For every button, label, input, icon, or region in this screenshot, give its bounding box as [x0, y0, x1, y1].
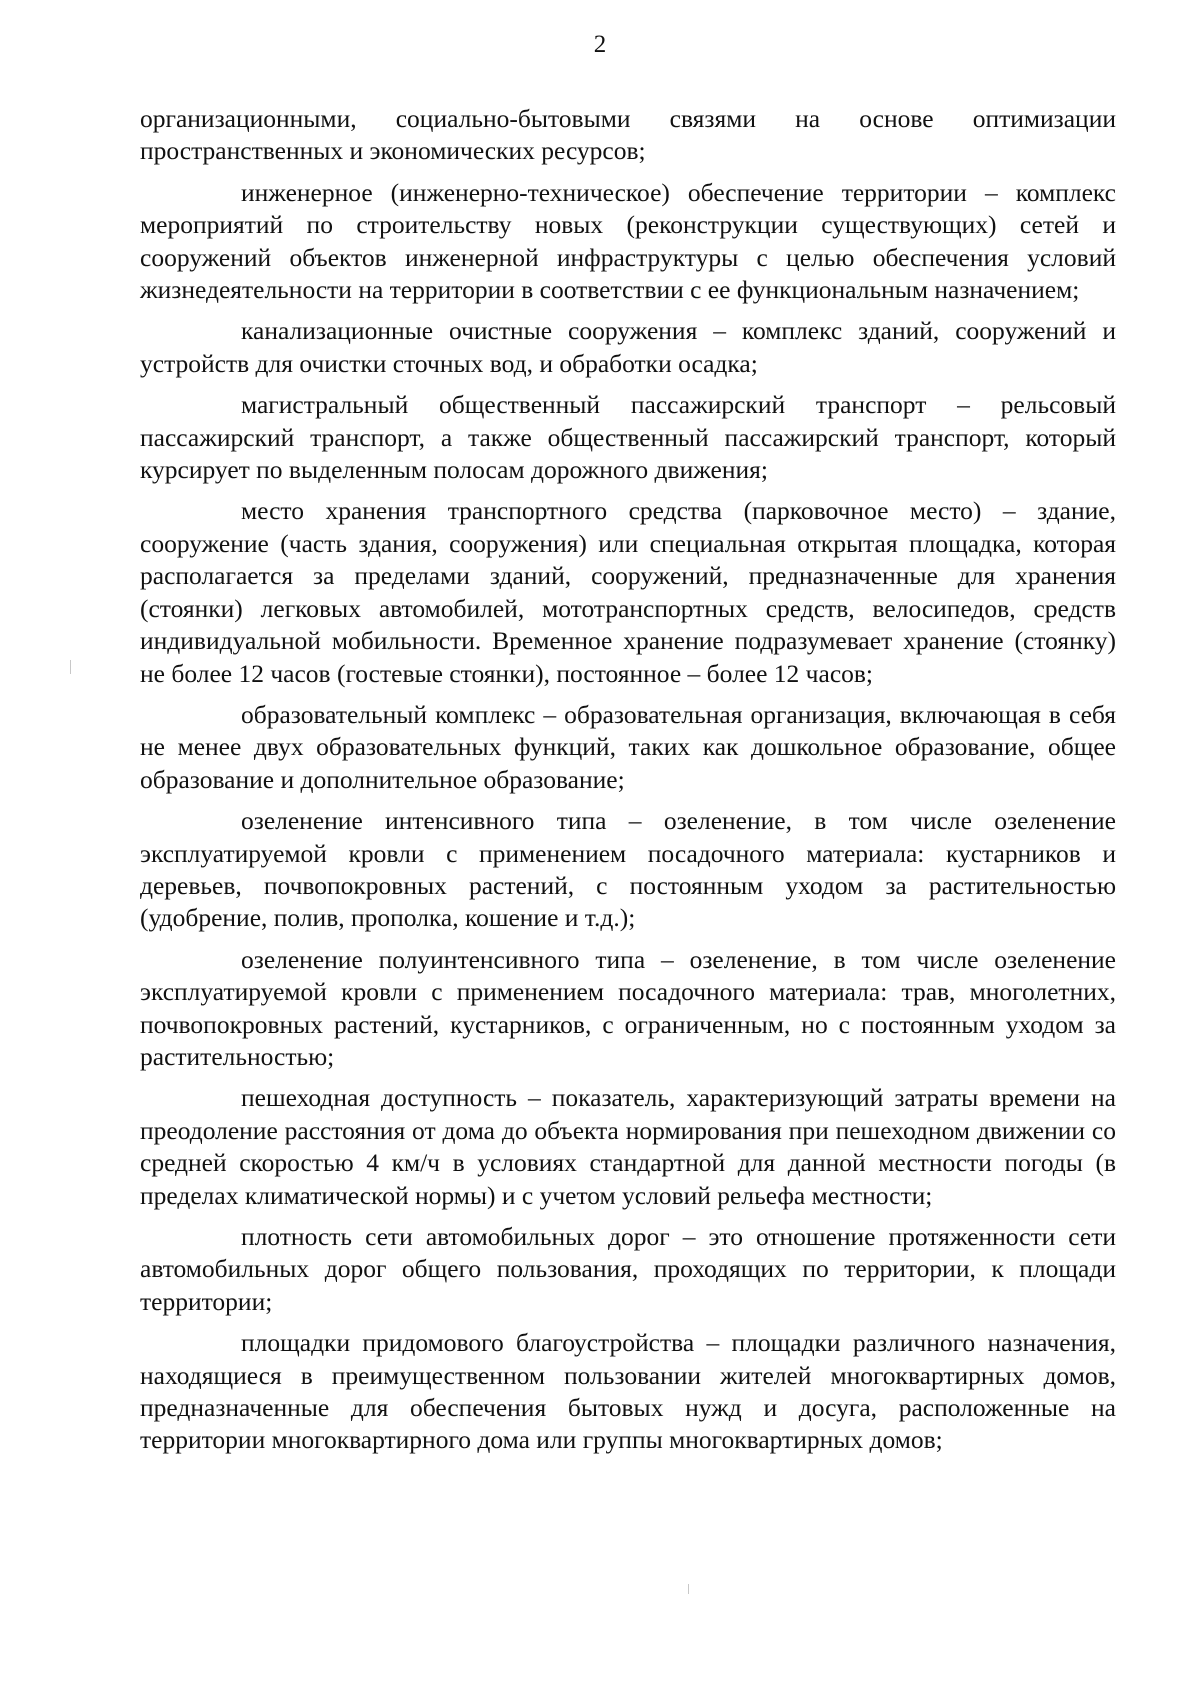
- definition-educational-complex: образовательный комплекс – образовательная организация, включающая в себя не менее двух образовательных функций, таких как дошкольное образование, общее образование и дополнительное образование;: [140, 699, 1116, 794]
- definition-semi-intensive-greening: озеленение полуинтенсивного типа – озеленение, в том числе озеленение эксплуатируемой кровли с применением посадочного материала: трав, многолетних, почвопокровных растений, кустарников, с ограниченным, но с постоянным уходом за растительностью;: [140, 944, 1116, 1071]
- scan-artifact: [688, 1584, 689, 1594]
- definition-engineering-support: инженерное (инженерно-техническое) обеспечение территории – комплекс мероприятий по строительству новых (реконструкции существующих) сетей и сооружений объектов инженерной инфраструктуры с целью обеспечения условий жизнедеятельности на территории в соответствии с ее функциональным назначением;: [140, 177, 1116, 305]
- definition-road-network-density: плотность сети автомобильных дорог – это отношение протяженности сети автомобильных дорог общего пользования, проходящих по территории, к площади территории;: [140, 1222, 1116, 1316]
- scan-artifact: [70, 660, 71, 674]
- definition-vehicle-storage: место хранения транспортного средства (парковочное место) – здание, сооружение (часть здания, сооружения) или специальная открытая площадка, которая располагается за пределами зданий, сооружений, предназначенные для хранения (стоянки) легковых автомобилей, мототранспортных средств, велосипедов, средств индивидуальной мобильности. Временное хранение подразумевает хранение (стоянку) не более 12 часов (гостевые стоянки), постоянное – более 12 часов;: [140, 496, 1116, 688]
- page-number: 2: [593, 31, 607, 58]
- definition-sewage-treatment: канализационные очистные сооружения – комплекс зданий, сооружений и устройств для очистки сточных вод, и обработки осадка;: [140, 316, 1116, 378]
- paragraph-continuation: организационными, социально-бытовыми связями на основе оптимизации пространственных и экономических ресурсов;: [140, 104, 1116, 166]
- document-body: [140, 103, 1116, 1466]
- definition-yard-improvement-areas: площадки придомового благоустройства – площадки различного назначения, находящиеся в преимущественном пользовании жителей многоквартирных домов, предназначенные для обеспечения бытовых нужд и досуга, расположенные на территории многоквартирного дома или группы многоквартирных домов;: [140, 1328, 1116, 1455]
- definition-intensive-greening: озеленение интенсивного типа – озеленение, в том числе озеленение эксплуатируемой кровли с применением посадочного материала: кустарников и деревьев, почвопокровных растений, с постоянным уходом за растительностью (удобрение, полив, прополка, кошение и т.д.);: [140, 806, 1116, 933]
- definition-walking-accessibility: пешеходная доступность – показатель, характеризующий затраты времени на преодоление расстояния от дома до объекта нормирования при пешеходном движении со средней скоростью 4 км/ч в условиях стандартной для данной местности погоды (в пределах климатической нормы) и с учетом условий рельефа местности;: [140, 1083, 1116, 1210]
- definition-mainline-transport: магистральный общественный пассажирский транспорт – рельсовый пассажирский транспорт, а также общественный пассажирский транспорт, который курсирует по выделенным полосам дорожного движения;: [140, 390, 1116, 485]
